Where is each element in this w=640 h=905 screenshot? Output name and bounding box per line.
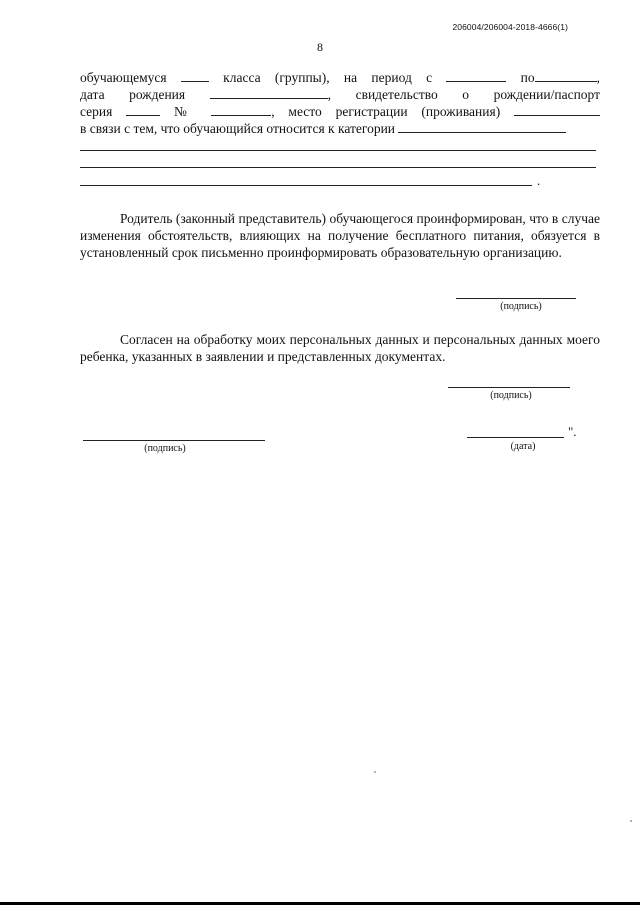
- number-sign: №: [174, 104, 198, 119]
- period-from-field[interactable]: [446, 70, 506, 82]
- paragraph-consent: Согласен на обработку моих персональных данных и персональных данных моего ребенка, указанных в заявлении и представленных документах.: [80, 332, 600, 364]
- form-row-document: [80, 104, 600, 120]
- signature-line-2[interactable]: [448, 387, 570, 388]
- signature-caption-1: (подпись): [500, 301, 542, 312]
- date-caption: (дата): [510, 441, 536, 452]
- registration-label: , место регистрации (проживания): [271, 104, 501, 119]
- category-line-1[interactable]: [80, 150, 596, 151]
- class-field[interactable]: [181, 70, 209, 82]
- registration-field[interactable]: [514, 104, 600, 116]
- series-field[interactable]: [126, 104, 160, 116]
- signature-line-3[interactable]: [83, 440, 265, 441]
- category-line-2[interactable]: [80, 167, 596, 168]
- form-row-category: [80, 121, 600, 137]
- row2-comma: ,: [327, 87, 332, 102]
- birth-date-field[interactable]: [210, 87, 328, 99]
- period-from-label: на период с: [343, 70, 433, 85]
- document-reference-code: 206004/206004-2018-4666(1): [452, 22, 568, 32]
- date-line[interactable]: [467, 437, 564, 438]
- signature-caption-3: (подпись): [144, 443, 186, 454]
- scan-speck: [630, 820, 632, 822]
- date-quote: ".: [568, 424, 577, 439]
- class-label: класса (группы),: [223, 70, 330, 85]
- signature-line-1[interactable]: [456, 298, 576, 299]
- period-to-field[interactable]: [535, 70, 597, 82]
- category-period: .: [537, 173, 541, 188]
- page-number: 8: [317, 40, 323, 54]
- certificate-label: свидетельство о рождении/паспорт: [355, 87, 601, 102]
- signature-caption-2: (подпись): [490, 390, 532, 401]
- paragraph-informed: Родитель (законный представитель) обучающегося проинформирован, что в случае изменения обстоятельств, влияющих на получение бесплатного питания, обязуется в установленный срок письменно проинформировать образовательную организацию.: [80, 211, 600, 260]
- document-number-field[interactable]: [211, 104, 271, 116]
- category-line-3[interactable]: [80, 185, 532, 186]
- form-row-birth: [80, 87, 600, 103]
- form-row-class-period: [80, 70, 600, 86]
- category-field[interactable]: [398, 121, 566, 133]
- series-label: серия: [80, 104, 113, 119]
- pupil-label: обучающемуся: [80, 70, 167, 85]
- scan-speck: [374, 771, 376, 773]
- category-label: в связи с тем, что обучающийся относится к категории: [80, 121, 396, 136]
- period-to-label: по: [520, 70, 535, 85]
- birth-date-label: дата рождения: [80, 87, 186, 102]
- row1-comma: ,: [596, 70, 601, 85]
